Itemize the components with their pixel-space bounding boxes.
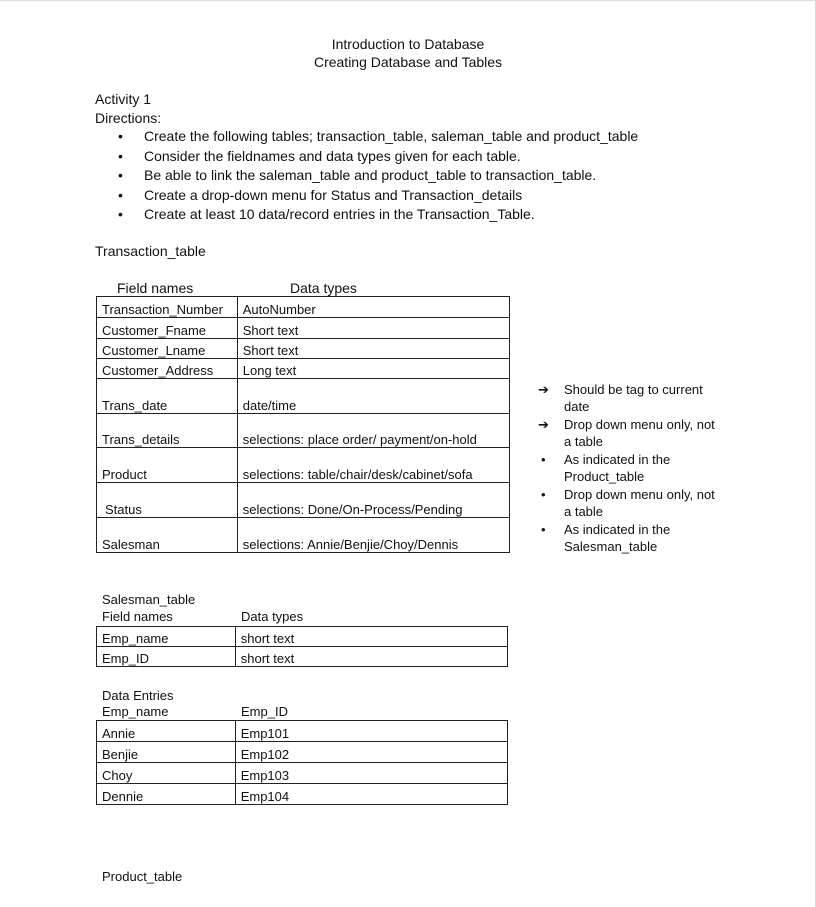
table-row xyxy=(97,297,510,318)
list-item: • Create the following tables; transaction_table, saleman_table and product_table xyxy=(108,127,638,147)
table-row xyxy=(97,379,510,414)
field-cell: Transaction_Number xyxy=(97,297,238,318)
entries-label: Data Entries xyxy=(102,688,174,703)
note-line: Product_table xyxy=(564,469,645,484)
list-item xyxy=(538,521,728,555)
list-item xyxy=(538,416,728,450)
list-item: • Be able to link the saleman_table and product_table to transaction_table. xyxy=(108,166,638,186)
field-cell: Emp_ID xyxy=(97,647,236,667)
type-cell: short text xyxy=(235,627,507,647)
salesman-col1-header: Field names xyxy=(102,609,173,624)
table-row xyxy=(97,414,510,448)
id-cell: Emp101 xyxy=(235,721,507,742)
note-line: Should be tag to current xyxy=(564,382,703,397)
doc-title: Introduction to Database xyxy=(331,36,485,52)
field-cell: Customer_Address xyxy=(97,359,238,379)
field-cell: Status xyxy=(97,483,238,518)
type-cell: selections: Annie/Benjie/Choy/Dennis xyxy=(237,518,509,553)
note-line: a table xyxy=(564,504,604,519)
salesman-table xyxy=(96,626,508,667)
table-row xyxy=(97,721,508,742)
field-notes xyxy=(538,381,728,556)
doc-subtitle: Creating Database and Tables xyxy=(313,54,503,70)
field-cell: Customer_Lname xyxy=(97,339,238,359)
id-cell: Emp104 xyxy=(235,784,507,805)
name-cell: Benjie xyxy=(97,742,236,763)
note-line: date xyxy=(564,399,590,414)
bullet-icon: • xyxy=(541,487,546,502)
type-cell: short text xyxy=(235,647,507,667)
table-row xyxy=(97,647,508,667)
field-cell: Trans_details xyxy=(97,414,238,448)
salesman-table-label: Salesman_table xyxy=(102,592,196,607)
activity-heading: Activity 1 xyxy=(95,91,152,107)
table-row xyxy=(97,448,510,483)
type-cell: Short text xyxy=(237,339,509,359)
arrow-right-icon: ➔ xyxy=(538,417,549,432)
directions-heading: Directions: xyxy=(95,110,162,126)
table-row xyxy=(97,763,508,784)
name-cell: Annie xyxy=(97,721,236,742)
entries-col1-header: Emp_name xyxy=(102,704,169,719)
table-row xyxy=(97,518,510,553)
field-cell: Emp_name xyxy=(97,627,236,647)
field-cell: Trans_date xyxy=(97,379,238,414)
bullet-icon: • xyxy=(541,522,546,537)
table-row xyxy=(97,483,510,518)
table-row xyxy=(97,318,510,339)
transaction-table-label: Transaction_table xyxy=(95,243,206,259)
entries-table xyxy=(96,720,508,805)
table-row xyxy=(97,742,508,763)
id-cell: Emp102 xyxy=(235,742,507,763)
table-row xyxy=(97,784,508,805)
id-cell: Emp103 xyxy=(235,763,507,784)
name-cell: Choy xyxy=(97,763,236,784)
table-row xyxy=(97,339,510,359)
name-cell: Dennie xyxy=(97,784,236,805)
table-row xyxy=(97,359,510,379)
list-item xyxy=(538,486,728,520)
directions-list xyxy=(108,127,638,225)
type-cell: Long text xyxy=(237,359,509,379)
type-cell: selections: table/chair/desk/cabinet/sofa xyxy=(237,448,509,483)
list-item xyxy=(538,451,728,485)
type-cell: selections: place order/ payment/on-hold xyxy=(237,414,509,448)
field-cell: Product xyxy=(97,448,238,483)
note-line: As indicated in the xyxy=(564,522,671,537)
list-item: • Create at least 10 data/record entries in the Transaction_Table. xyxy=(108,205,638,225)
field-cell: Customer_Fname xyxy=(97,318,238,339)
note-line: Drop down menu only, not xyxy=(564,417,715,432)
transaction-col1-header: Field names xyxy=(117,280,194,296)
type-cell: Short text xyxy=(237,318,509,339)
page-top-edge xyxy=(0,0,816,1)
list-item: • Consider the fieldnames and data types given for each table. xyxy=(108,147,638,167)
note-line: Salesman_table xyxy=(564,539,658,554)
note-line: As indicated in the xyxy=(564,452,671,467)
note-line: a table xyxy=(564,434,604,449)
transaction-col2-header: Data types xyxy=(290,280,357,296)
list-item xyxy=(538,381,728,415)
entries-col2-header: Emp_ID xyxy=(241,704,288,719)
type-cell: selections: Done/On-Process/Pending xyxy=(237,483,509,518)
type-cell: date/time xyxy=(237,379,509,414)
arrow-right-icon: ➔ xyxy=(538,382,549,397)
list-item: • Create a drop-down menu for Status and Transaction_details xyxy=(108,186,638,206)
bullet-icon: • xyxy=(541,452,546,467)
type-cell: AutoNumber xyxy=(237,297,509,318)
product-table-label: Product_table xyxy=(102,869,183,884)
salesman-col2-header: Data types xyxy=(241,609,304,624)
field-cell: Salesman xyxy=(97,518,238,553)
transaction-table xyxy=(96,296,510,553)
table-row xyxy=(97,627,508,647)
note-line: Drop down menu only, not xyxy=(564,487,715,502)
